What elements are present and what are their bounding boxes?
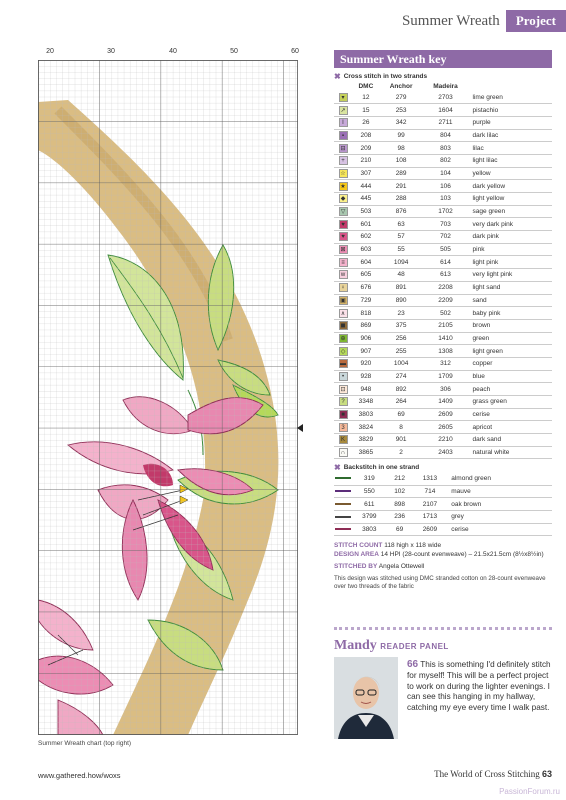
anchor-cell: 342 <box>380 116 423 129</box>
anchor-cell: 901 <box>380 434 423 447</box>
footer-url[interactable]: www.gathered.how/woxs <box>38 771 121 780</box>
thread-name: peach <box>469 383 552 396</box>
madeira-cell: 2605 <box>422 421 468 434</box>
dmc-cell: 209 <box>352 142 380 155</box>
thread-name: cerise <box>469 408 552 421</box>
thread-symbol: ★ <box>334 180 352 193</box>
anchor-cell: 99 <box>380 129 423 142</box>
thread-symbol: ▾ <box>334 91 352 104</box>
reader-panel-heading <box>334 638 449 654</box>
madeira-cell: 502 <box>422 307 468 320</box>
thread-row <box>334 396 552 409</box>
thread-name: natural white <box>469 446 552 459</box>
thread-row <box>334 319 552 332</box>
anchor-cell: 892 <box>380 383 423 396</box>
thread-name: light yellow <box>469 193 552 206</box>
madeira-cell: 613 <box>422 269 468 282</box>
thread-row <box>334 370 552 383</box>
madeira-cell: 803 <box>422 142 468 155</box>
avatar-image <box>334 657 398 739</box>
panel-name: Mandy <box>334 638 377 653</box>
anchor-cell: 891 <box>380 281 423 294</box>
cross-icon: ✖ <box>334 71 341 81</box>
dmc-cell: 869 <box>352 319 380 332</box>
madeira-cell: 1410 <box>422 332 468 345</box>
col-header: Anchor <box>389 82 413 90</box>
header-title: Summer Wreath <box>401 12 500 29</box>
madeira-cell: 2210 <box>422 434 468 447</box>
dmc-cell: 818 <box>352 307 380 320</box>
thread-name: grass green <box>469 396 552 409</box>
anchor-cell: 890 <box>380 294 423 307</box>
col-number: 40 <box>169 48 177 55</box>
cross-stitch-chart <box>38 60 298 735</box>
anchor-cell: 876 <box>380 205 423 218</box>
thread-name: almond green <box>447 472 552 485</box>
anchor-cell: 898 <box>387 498 413 511</box>
dmc-cell: 12 <box>352 91 380 104</box>
thread-symbol: + <box>334 154 352 167</box>
thread-row <box>334 104 552 117</box>
magazine-name: The World of Cross Stitching <box>434 769 540 779</box>
header-tag: Project <box>506 10 566 32</box>
anchor-cell: 279 <box>380 91 423 104</box>
madeira-cell: 614 <box>422 256 468 269</box>
thread-row <box>334 345 552 358</box>
design-area: 14 HPI (28-count evenweave) – 21.5x21.5cm (8½x8½in) <box>380 551 544 559</box>
thread-key <box>334 50 552 591</box>
thread-name: lilac <box>469 142 552 155</box>
thread-name: sage green <box>469 205 552 218</box>
thread-row <box>334 154 552 167</box>
dmc-cell: 605 <box>352 269 380 282</box>
anchor-cell: 289 <box>380 167 423 180</box>
backstitch-line-icon <box>334 485 352 498</box>
dmc-cell: 3803 <box>352 523 387 536</box>
thread-symbol: ⊡ <box>334 383 352 396</box>
thread-row <box>334 116 552 129</box>
thread-row <box>334 218 552 231</box>
anchor-cell: 2 <box>380 446 423 459</box>
dmc-cell: 604 <box>352 256 380 269</box>
thread-name: dark sand <box>469 434 552 447</box>
madeira-cell: 104 <box>422 167 468 180</box>
dmc-cell: 602 <box>352 231 380 244</box>
thread-name: dark pink <box>469 231 552 244</box>
backstitch-row <box>334 472 552 485</box>
quote-mark-icon: 66 <box>407 659 419 670</box>
thread-symbol: ◆ <box>334 193 352 206</box>
thread-name: very light pink <box>469 269 552 282</box>
anchor-cell: 57 <box>380 231 423 244</box>
thread-symbol: ⊟ <box>334 142 352 155</box>
anchor-cell: 253 <box>380 104 423 117</box>
anchor-cell: 23 <box>380 307 423 320</box>
thread-symbol: ◇ <box>334 345 352 358</box>
thread-symbol: ? <box>334 396 352 409</box>
madeira-cell: 702 <box>422 231 468 244</box>
cross-icon: ✖ <box>334 462 341 472</box>
thread-symbol: ∩ <box>334 446 352 459</box>
back-heading-text: Backstitch in one strand <box>343 463 420 471</box>
thread-symbol: ⊕ <box>334 332 352 345</box>
backstitch-table <box>334 472 552 536</box>
thread-name: sand <box>469 294 552 307</box>
anchor-cell: 212 <box>387 472 413 485</box>
dmc-cell: 601 <box>352 218 380 231</box>
thread-name: light lilac <box>469 154 552 167</box>
dmc-cell: 907 <box>352 345 380 358</box>
watermark: PassionForum.ru <box>499 787 560 796</box>
anchor-cell: 255 <box>380 345 423 358</box>
thread-symbol: 3 <box>334 421 352 434</box>
anchor-cell: 69 <box>380 408 423 421</box>
design-note: This design was stitched using DMC stranded cotton on 28-count evenweave over two threads of the fabric <box>334 575 546 591</box>
stitched-by: Angela Ottewell <box>378 563 425 571</box>
dmc-cell: 676 <box>352 281 380 294</box>
madeira-cell: 1709 <box>422 370 468 383</box>
footer-magazine <box>434 769 552 779</box>
anchor-cell: 264 <box>380 396 423 409</box>
anchor-cell: 375 <box>380 319 423 332</box>
thread-symbol: ↗ <box>334 104 352 117</box>
dmc-cell: 319 <box>352 472 387 485</box>
dmc-cell: 26 <box>352 116 380 129</box>
madeira-cell: 505 <box>422 243 468 256</box>
anchor-cell: 288 <box>380 193 423 206</box>
dmc-cell: 928 <box>352 370 380 383</box>
stitched-by-label: STITCHED BY <box>334 563 378 571</box>
thread-row <box>334 180 552 193</box>
thread-row <box>334 256 552 269</box>
thread-table <box>334 81 552 459</box>
thread-symbol: ▣ <box>334 294 352 307</box>
thread-name: blue <box>469 370 552 383</box>
madeira-cell: 2209 <box>422 294 468 307</box>
madeira-cell: 106 <box>422 180 468 193</box>
thread-row <box>334 357 552 370</box>
dmc-cell: 444 <box>352 180 380 193</box>
dmc-cell: 948 <box>352 383 380 396</box>
thread-name: dark yellow <box>469 180 552 193</box>
madeira-cell: 312 <box>422 357 468 370</box>
dmc-cell: 920 <box>352 357 380 370</box>
thread-name: baby pink <box>469 307 552 320</box>
page-header <box>402 10 566 32</box>
chart-column-numbers <box>38 48 300 60</box>
dmc-cell: 729 <box>352 294 380 307</box>
thread-row <box>334 332 552 345</box>
thread-name: mauve <box>447 485 552 498</box>
thread-symbol: ▽ <box>334 205 352 218</box>
thread-row <box>334 129 552 142</box>
thread-row <box>334 91 552 104</box>
thread-symbol: w <box>334 269 352 282</box>
dmc-cell: 611 <box>352 498 387 511</box>
dmc-cell: 210 <box>352 154 380 167</box>
backstitch-line-icon <box>334 511 352 524</box>
col-header: Madeira <box>433 82 458 90</box>
madeira-cell: 2403 <box>422 446 468 459</box>
madeira-cell: 2105 <box>422 319 468 332</box>
thread-symbol: ♀ <box>334 281 352 294</box>
dmc-cell: 906 <box>352 332 380 345</box>
dmc-cell: 445 <box>352 193 380 206</box>
thread-row <box>334 434 552 447</box>
madeira-cell: 2609 <box>422 408 468 421</box>
madeira-cell: 703 <box>422 218 468 231</box>
dmc-cell: 3348 <box>352 396 380 409</box>
thread-name: green <box>469 332 552 345</box>
dmc-cell: 503 <box>352 205 380 218</box>
madeira-cell: 2711 <box>422 116 468 129</box>
thread-row <box>334 231 552 244</box>
thread-row <box>334 269 552 282</box>
madeira-cell: 1313 <box>413 472 448 485</box>
thread-row <box>334 193 552 206</box>
dmc-cell: 3829 <box>352 434 380 447</box>
dmc-cell: 3799 <box>352 511 387 524</box>
anchor-cell: 236 <box>387 511 413 524</box>
anchor-cell: 48 <box>380 269 423 282</box>
thread-symbol: Ι <box>334 116 352 129</box>
thread-row <box>334 281 552 294</box>
anchor-cell: 291 <box>380 180 423 193</box>
thread-name: light sand <box>469 281 552 294</box>
thread-name: apricot <box>469 421 552 434</box>
backstitch-line-icon <box>334 472 352 485</box>
anchor-cell: 1004 <box>380 357 423 370</box>
dmc-cell: 307 <box>352 167 380 180</box>
thread-name: copper <box>469 357 552 370</box>
madeira-cell: 1308 <box>422 345 468 358</box>
dmc-cell: 208 <box>352 129 380 142</box>
center-arrow-icon <box>297 424 303 432</box>
stitch-count-label: STITCH COUNT <box>334 542 383 550</box>
thread-name: cerise <box>447 523 552 536</box>
madeira-cell: 103 <box>422 193 468 206</box>
madeira-cell: 1702 <box>422 205 468 218</box>
panel-quote <box>407 660 552 714</box>
thread-name: light pink <box>469 256 552 269</box>
madeira-cell: 1409 <box>422 396 468 409</box>
madeira-cell: 306 <box>422 383 468 396</box>
thread-name: lime green <box>469 91 552 104</box>
madeira-cell: 804 <box>422 129 468 142</box>
design-area-label: DESIGN AREA <box>334 551 379 559</box>
madeira-cell: 2208 <box>422 281 468 294</box>
thread-symbol: • <box>334 370 352 383</box>
col-number: 20 <box>46 48 54 55</box>
backstitch-line-icon <box>334 523 352 536</box>
cross-heading-text: Cross stitch in two strands <box>343 72 428 80</box>
madeira-cell: 714 <box>413 485 448 498</box>
thread-symbol: ▪ <box>334 129 352 142</box>
thread-row <box>334 243 552 256</box>
thread-row <box>334 446 552 459</box>
backstitch-row <box>334 523 552 536</box>
page-number: 63 <box>541 769 552 779</box>
dmc-cell: 603 <box>352 243 380 256</box>
madeira-cell: 802 <box>422 154 468 167</box>
anchor-cell: 63 <box>380 218 423 231</box>
thread-row <box>334 294 552 307</box>
anchor-cell: 8 <box>380 421 423 434</box>
thread-name: oak brown <box>447 498 552 511</box>
thread-symbol: ≡ <box>334 256 352 269</box>
col-number: 30 <box>107 48 115 55</box>
dmc-cell: 3824 <box>352 421 380 434</box>
thread-row <box>334 167 552 180</box>
thread-name: very dark pink <box>469 218 552 231</box>
anchor-cell: 69 <box>387 523 413 536</box>
backstitch-line-icon <box>334 498 352 511</box>
madeira-cell: 1604 <box>422 104 468 117</box>
dmc-cell: 550 <box>352 485 387 498</box>
anchor-cell: 108 <box>380 154 423 167</box>
thread-name: light green <box>469 345 552 358</box>
panel-divider <box>334 627 552 635</box>
anchor-cell: 256 <box>380 332 423 345</box>
dmc-cell: 3865 <box>352 446 380 459</box>
anchor-cell: 1094 <box>380 256 423 269</box>
backstitch-row <box>334 498 552 511</box>
madeira-cell: 2609 <box>413 523 448 536</box>
madeira-cell: 1713 <box>413 511 448 524</box>
stats <box>334 541 552 571</box>
backstitch-heading <box>334 462 552 472</box>
thread-symbol: ☆ <box>334 167 352 180</box>
key-title: Summer Wreath key <box>334 50 552 68</box>
thread-symbol: ▬ <box>334 357 352 370</box>
thread-name: yellow <box>469 167 552 180</box>
thread-name: pink <box>469 243 552 256</box>
thread-name: grey <box>447 511 552 524</box>
thread-row <box>334 205 552 218</box>
anchor-cell: 102 <box>387 485 413 498</box>
thread-symbol: ■ <box>334 408 352 421</box>
thread-symbol: ◼ <box>334 319 352 332</box>
thread-row <box>334 142 552 155</box>
backstitch-row <box>334 511 552 524</box>
thread-row <box>334 383 552 396</box>
thread-row <box>334 421 552 434</box>
thread-name: purple <box>469 116 552 129</box>
anchor-cell: 274 <box>380 370 423 383</box>
thread-symbol: ♥ <box>334 218 352 231</box>
thread-symbol: ♥ <box>334 231 352 244</box>
thread-name: brown <box>469 319 552 332</box>
thread-symbol: ∧ <box>334 307 352 320</box>
anchor-cell: 98 <box>380 142 423 155</box>
madeira-cell: 2107 <box>413 498 448 511</box>
col-number: 50 <box>230 48 238 55</box>
thread-name: pistachio <box>469 104 552 117</box>
dmc-cell: 15 <box>352 104 380 117</box>
quote-text: This is something I'd definitely stitch for myself! This will be a perfect project to work on during the lighter evenings. I can see this hanging in my hallway, catching my eye every time I walk past. <box>407 660 551 713</box>
panel-label: READER PANEL <box>380 642 449 651</box>
thread-symbol: ⊠ <box>334 243 352 256</box>
stitch-count: 118 high x 118 wide <box>384 542 442 550</box>
chart-grid <box>38 60 298 735</box>
cross-heading <box>334 71 552 81</box>
madeira-cell: 2703 <box>422 91 468 104</box>
thread-name: dark lilac <box>469 129 552 142</box>
backstitch-row <box>334 485 552 498</box>
avatar <box>334 657 398 739</box>
thread-row <box>334 408 552 421</box>
col-header: DMC <box>358 82 374 90</box>
anchor-cell: 55 <box>380 243 423 256</box>
thread-row <box>334 307 552 320</box>
dmc-cell: 3803 <box>352 408 380 421</box>
col-number: 60 <box>291 48 299 55</box>
chart-caption: Summer Wreath chart (top right) <box>38 740 132 747</box>
thread-symbol: K <box>334 434 352 447</box>
